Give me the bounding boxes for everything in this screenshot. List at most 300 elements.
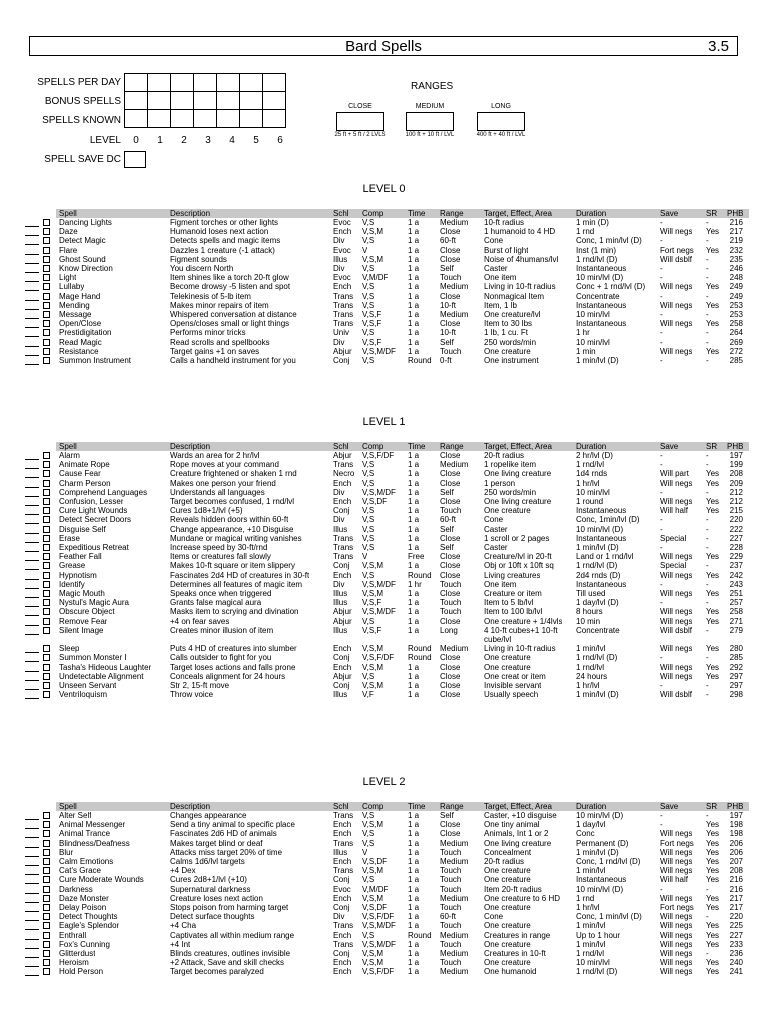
spell-row	[0, 617, 768, 626]
spell-target: Cone	[484, 515, 504, 525]
spell-row	[0, 607, 768, 616]
bonus-spells-cell[interactable]	[125, 92, 148, 110]
spell-checkbox[interactable]	[43, 664, 50, 671]
spell-school: Trans	[333, 866, 354, 876]
spell-time: 1 a	[408, 939, 420, 949]
spell-components: V,S,DF	[362, 903, 388, 912]
spell-range: Close	[440, 690, 461, 700]
spell-description: Target gains +1 on saves	[170, 346, 260, 356]
spell-save: Will negs	[660, 589, 693, 598]
spell-sr: Yes	[706, 967, 720, 977]
spell-checkbox[interactable]	[43, 830, 50, 837]
spell-school: Conj	[333, 949, 350, 958]
spell-range: Touch	[440, 903, 462, 912]
spell-name: Sleep	[59, 644, 80, 654]
spell-name: Undetectable Alignment	[59, 671, 144, 681]
spell-page: 215	[729, 506, 743, 516]
spells-per-day-cell[interactable]	[125, 74, 148, 92]
spell-range: Touch	[440, 847, 462, 857]
spell-duration: 1 round	[576, 497, 604, 506]
spell-time: 1 a	[408, 838, 420, 848]
spells-known-cell[interactable]	[194, 110, 217, 128]
spell-row	[0, 469, 768, 478]
spells-known-cell[interactable]	[263, 110, 286, 128]
spell-row	[0, 848, 768, 857]
spell-page: 236	[729, 949, 743, 958]
spell-checkbox[interactable]	[43, 876, 50, 883]
prepared-count-line[interactable]	[25, 975, 39, 976]
spell-save: Will negs	[660, 282, 693, 292]
spell-duration: Permanent (D)	[576, 838, 629, 848]
spell-time: 1 a	[408, 598, 420, 608]
spell-page: 271	[729, 616, 743, 626]
spell-duration: Instantaneous	[576, 300, 627, 310]
spell-sr: -	[706, 487, 709, 497]
spell-page: 212	[729, 487, 743, 497]
spell-time: 1 a	[408, 949, 420, 958]
spell-school: Trans	[333, 460, 354, 470]
spell-name: Daze Monster	[59, 893, 109, 903]
spell-time: Round	[408, 570, 432, 580]
spell-name: Obscure Object	[59, 607, 115, 617]
spell-checkbox[interactable]	[43, 950, 50, 957]
spell-range: Close	[440, 653, 461, 663]
spell-sr: -	[706, 218, 709, 227]
spell-page: 233	[729, 939, 743, 949]
spell-range: Self	[440, 264, 454, 273]
spell-page: 216	[729, 884, 743, 894]
spells-per-day-cell[interactable]	[171, 74, 194, 92]
spell-components: V,S	[362, 829, 375, 839]
spell-range: Close	[440, 829, 461, 839]
spell-time: 1 a	[408, 319, 420, 329]
spell-duration: 1 hr/lvl	[576, 903, 600, 912]
spell-name: Eagle's Splendor	[59, 921, 120, 931]
spell-target: 1 ropelike item	[484, 460, 537, 470]
spell-checkbox[interactable]	[43, 599, 50, 606]
spell-sr: Yes	[706, 866, 720, 876]
spell-checkbox[interactable]	[43, 627, 50, 634]
spell-page: 279	[729, 625, 743, 635]
spell-school: Ench	[333, 857, 352, 866]
spell-school: Ench	[333, 958, 352, 968]
spell-duration: 1 min/lvl (D)	[576, 356, 619, 365]
spell-name: Expeditious Retreat	[59, 543, 129, 552]
spell-checkbox[interactable]	[43, 895, 50, 902]
spells-per-day-cell[interactable]	[148, 74, 171, 92]
spells-per-day-cell[interactable]	[194, 74, 217, 92]
spell-save: Will dsblf	[660, 254, 693, 264]
spell-duration: Instantaneous	[576, 319, 627, 329]
column-header: Range	[440, 802, 464, 811]
spell-sr: Yes	[706, 319, 720, 329]
spell-row	[0, 338, 768, 347]
spell-duration: Conc, 1 min/lvl (D)	[576, 912, 642, 922]
spell-checkbox[interactable]	[43, 821, 50, 828]
spell-description: Conceals alignment for 24 hours	[170, 671, 286, 681]
spell-checkbox[interactable]	[43, 913, 50, 920]
bonus-spells-cell[interactable]	[148, 92, 171, 110]
spell-save: Will negs	[660, 552, 693, 562]
spell-checkbox[interactable]	[43, 858, 50, 865]
spell-checkbox[interactable]	[43, 339, 50, 346]
bonus-spells-cell[interactable]	[263, 92, 286, 110]
spell-name: Heroism	[59, 958, 89, 968]
spell-row	[0, 328, 768, 337]
spells-known-cell[interactable]	[240, 110, 263, 128]
spell-checkbox[interactable]	[43, 265, 50, 272]
spell-target: One living creature	[484, 838, 552, 848]
spell-components: V,S,F	[362, 598, 382, 608]
spell-range: Medium	[440, 838, 469, 848]
spell-checkbox[interactable]	[43, 452, 50, 459]
spell-range: 10-ft	[440, 328, 457, 338]
spell-school: Trans	[333, 811, 354, 820]
spell-checkbox[interactable]	[43, 590, 50, 597]
spell-checkbox[interactable]	[43, 562, 50, 569]
spell-school: Evoc	[333, 884, 351, 894]
spell-checkbox[interactable]	[43, 840, 50, 847]
spell-row	[0, 644, 768, 653]
spell-school: Ench	[333, 644, 352, 654]
spell-checkbox[interactable]	[43, 654, 50, 661]
spell-target: Item to 100 lb/lvl	[484, 607, 543, 617]
spell-target: One creature	[484, 939, 531, 949]
spell-duration: 1 min (D)	[576, 218, 609, 227]
spell-row	[0, 525, 768, 534]
spell-time: 1 a	[408, 681, 420, 690]
spell-school: Trans	[333, 921, 354, 931]
spell-components: V,S,DF	[362, 857, 388, 866]
spell-target: Living in 10-ft radius	[484, 282, 556, 292]
spell-range: Close	[440, 533, 461, 543]
spell-school: Trans	[333, 543, 354, 552]
bonus-spells-cell[interactable]	[240, 92, 263, 110]
spell-description: Changes appearance	[170, 811, 247, 820]
spell-checkbox[interactable]	[43, 608, 50, 615]
spell-target: Caster	[484, 264, 508, 273]
spell-target: 250 words/min	[484, 337, 537, 347]
spell-target: Item 20-ft radius	[484, 884, 542, 894]
spell-checkbox[interactable]	[43, 283, 50, 290]
spell-target: Creatures in range	[484, 930, 551, 940]
spell-save: Will negs	[660, 912, 693, 922]
spell-time: 1 a	[408, 607, 420, 617]
spell-time: 1 a	[408, 506, 420, 516]
spell-checkbox[interactable]	[43, 293, 50, 300]
spell-row	[0, 506, 768, 515]
spell-page: 220	[729, 912, 743, 922]
spell-school: Illus	[333, 847, 348, 857]
spell-sr: Yes	[706, 829, 720, 839]
spell-checkbox[interactable]	[43, 516, 50, 523]
spell-time: 1 a	[408, 811, 420, 820]
spell-checkbox[interactable]	[43, 357, 50, 364]
spell-row	[0, 255, 768, 264]
spell-checkbox[interactable]	[43, 618, 50, 625]
spell-save-dc-field[interactable]	[124, 151, 146, 168]
spell-description: Throw voice	[170, 690, 214, 700]
spell-description: +4 Dex	[170, 866, 196, 876]
spell-checkbox[interactable]	[43, 581, 50, 588]
spell-range: Self	[440, 487, 454, 497]
spells-known-cell[interactable]	[125, 110, 148, 128]
prepared-count-line[interactable]	[25, 364, 39, 365]
prepared-count-line[interactable]	[25, 698, 39, 699]
column-header: Schl	[333, 209, 349, 218]
column-header: Duration	[576, 209, 607, 218]
spell-save: -	[660, 236, 663, 246]
level-number: 2	[181, 135, 187, 146]
spell-duration: Up to 1 hour	[576, 930, 621, 940]
column-header: Description	[170, 802, 211, 811]
spell-save: Will negs	[660, 949, 693, 958]
spell-duration: Concentrate	[576, 291, 620, 301]
bonus-spells-cell[interactable]	[171, 92, 194, 110]
spell-range: Medium	[440, 282, 469, 292]
spell-row	[0, 310, 768, 319]
spell-save: -	[660, 524, 663, 534]
spell-target: One creature	[484, 346, 531, 356]
spell-checkbox[interactable]	[43, 480, 50, 487]
spell-checkbox[interactable]	[43, 498, 50, 505]
column-header: Range	[440, 209, 464, 218]
range-name: MEDIUM	[415, 103, 445, 110]
spell-components: V,S	[362, 328, 375, 338]
spell-duration: 2d4 rnds (D)	[576, 570, 621, 580]
spell-save: Will negs	[660, 930, 693, 940]
spell-duration: 1 rnd/lvl	[576, 662, 605, 672]
spell-description: Humanoid loses next action	[170, 227, 269, 237]
spell-row	[0, 625, 768, 644]
spell-school: Div	[333, 579, 345, 589]
spells-known-cell[interactable]	[148, 110, 171, 128]
spell-school: Univ	[333, 328, 350, 338]
spell-page: 229	[729, 552, 743, 562]
spell-row	[0, 829, 768, 838]
spell-checkbox[interactable]	[43, 932, 50, 939]
spell-description: Calms 1d6/lvl targets	[170, 857, 245, 866]
spell-checkbox[interactable]	[43, 526, 50, 533]
spell-checkbox[interactable]	[43, 489, 50, 496]
spell-checkbox[interactable]	[43, 544, 50, 551]
spells-per-day-cell[interactable]	[217, 74, 240, 92]
spell-target: One creature	[484, 506, 531, 516]
spell-row	[0, 875, 768, 884]
spell-name: Delay Poison	[59, 903, 107, 912]
spell-checkbox[interactable]	[43, 256, 50, 263]
spell-time: 1 a	[408, 460, 420, 470]
spell-checkbox[interactable]	[43, 348, 50, 355]
spell-school: Illus	[333, 625, 348, 635]
spell-time: 1 a	[408, 616, 420, 626]
spell-time: 1 a	[408, 451, 420, 460]
spell-name: Resistance	[59, 346, 99, 356]
spell-page: 243	[729, 579, 743, 589]
spell-time: 1 a	[408, 328, 420, 338]
spell-sr: Yes	[706, 616, 720, 626]
spell-save: Special	[660, 533, 687, 543]
spell-page: 258	[729, 319, 743, 329]
spell-checkbox[interactable]	[43, 219, 50, 226]
spell-school: Illus	[333, 598, 348, 608]
spell-target: Animals, Int 1 or 2	[484, 829, 549, 839]
spell-save: Will negs	[660, 866, 693, 876]
spell-name: Remove Fear	[59, 616, 108, 626]
spell-checkbox[interactable]	[43, 274, 50, 281]
spell-row	[0, 301, 768, 310]
spell-name: Silent Image	[59, 625, 104, 635]
spell-checkbox[interactable]	[43, 682, 50, 689]
spell-duration: Till used	[576, 589, 606, 598]
spell-sr: -	[706, 579, 709, 589]
spell-name: Hold Person	[59, 967, 104, 977]
spell-checkbox[interactable]	[43, 535, 50, 542]
spell-save: -	[660, 310, 663, 319]
level-number: 4	[229, 135, 235, 146]
spell-duration: 1 min/lvl	[576, 921, 606, 931]
spell-checkbox[interactable]	[43, 553, 50, 560]
spell-checkbox[interactable]	[43, 941, 50, 948]
spells-known-cell[interactable]	[171, 110, 194, 128]
spell-range: Medium	[440, 967, 469, 977]
spell-time: 1 a	[408, 958, 420, 968]
spell-checkbox[interactable]	[43, 959, 50, 966]
spell-components: V,S	[362, 282, 375, 292]
spell-name: Flare	[59, 245, 78, 255]
spell-range: 10-ft	[440, 300, 457, 310]
spell-target: 1 humanoid to 4 HD	[484, 227, 556, 237]
spell-school: Trans	[333, 939, 354, 949]
spell-duration: 10 min	[576, 616, 601, 626]
spell-description: Read scrolls and spellbooks	[170, 337, 270, 347]
section-title: LEVEL 0	[362, 183, 406, 195]
spell-time: 1 a	[408, 497, 420, 506]
spell-time: 1 a	[408, 662, 420, 672]
spell-range: Touch	[440, 884, 462, 894]
spell-name: Message	[59, 310, 92, 319]
spell-components: V,S,F	[362, 337, 382, 347]
spell-checkbox[interactable]	[43, 237, 50, 244]
spell-sr: -	[706, 460, 709, 470]
spell-checkbox[interactable]	[43, 572, 50, 579]
spell-row	[0, 479, 768, 488]
spell-checkbox[interactable]	[43, 849, 50, 856]
spell-school: Ench	[333, 829, 352, 839]
spell-range: Close	[440, 497, 461, 506]
column-header: Time	[408, 802, 426, 811]
bonus-spells-cell[interactable]	[217, 92, 240, 110]
spell-checkbox[interactable]	[43, 904, 50, 911]
spell-page: 249	[729, 291, 743, 301]
spell-checkbox[interactable]	[43, 968, 50, 975]
spells-known-cell[interactable]	[217, 110, 240, 128]
column-header: Duration	[576, 442, 607, 451]
spell-checkbox[interactable]	[43, 311, 50, 318]
spell-duration: 10 min/lvl	[576, 958, 610, 968]
spell-checkbox[interactable]	[43, 673, 50, 680]
spell-name: Prestidigitation	[59, 328, 112, 338]
spell-target: Caster	[484, 543, 508, 552]
spell-save: Will half	[660, 875, 689, 885]
range-box[interactable]	[406, 112, 454, 131]
spells-per-day-cell[interactable]	[240, 74, 263, 92]
title-bar	[29, 36, 738, 56]
spell-page: 253	[729, 300, 743, 310]
spell-components: V,S,M	[362, 227, 384, 237]
spell-checkbox[interactable]	[43, 922, 50, 929]
spell-checkbox[interactable]	[43, 691, 50, 698]
spell-time: 1 a	[408, 346, 420, 356]
spell-checkbox[interactable]	[43, 867, 50, 874]
spell-sr: Yes	[706, 245, 720, 255]
spell-sr: Yes	[706, 644, 720, 654]
spell-name: Cure Moderate Wounds	[59, 875, 144, 885]
spell-sr: Yes	[706, 552, 720, 562]
spell-target: One living creature	[484, 497, 552, 506]
spell-sr: Yes	[706, 903, 720, 912]
spell-description: Str 2, 15-ft move	[170, 681, 230, 690]
spell-checkbox[interactable]	[43, 886, 50, 893]
spell-duration: 10 min/lvl (D)	[576, 884, 624, 894]
spell-components: V,S	[362, 838, 375, 848]
spell-page: 257	[729, 598, 743, 608]
spell-name: Glitterdust	[59, 949, 96, 958]
spell-sr: Yes	[706, 282, 720, 292]
column-header: Duration	[576, 802, 607, 811]
spell-target: One humanoid	[484, 967, 537, 977]
range-box[interactable]	[477, 112, 525, 131]
spell-row	[0, 921, 768, 930]
spell-description: Masks item to scrying and divination	[170, 607, 299, 617]
spell-description: Creature frightened or shaken 1 rnd	[170, 469, 297, 479]
spell-components: V,S,M/DF	[362, 487, 396, 497]
spell-target: Noise of 4humans/lvl	[484, 254, 559, 264]
spell-school: Div	[333, 337, 345, 347]
spell-duration: 1 rnd/lvl	[576, 949, 605, 958]
spell-checkbox[interactable]	[43, 329, 50, 336]
spell-duration: 1 hr	[576, 328, 590, 338]
spell-school: Illus	[333, 524, 348, 534]
spell-time: 1 a	[408, 310, 420, 319]
spell-page: 219	[729, 236, 743, 246]
spell-sr: -	[706, 328, 709, 338]
spell-checkbox[interactable]	[43, 461, 50, 468]
spell-checkbox[interactable]	[43, 302, 50, 309]
spell-checkbox[interactable]	[43, 812, 50, 819]
spell-checkbox[interactable]	[43, 507, 50, 514]
spell-duration: Inst (1 min)	[576, 245, 617, 255]
spell-row	[0, 347, 768, 356]
spell-page: 235	[729, 254, 743, 264]
spell-page: 206	[729, 847, 743, 857]
spells-per-day-cell[interactable]	[263, 74, 286, 92]
spell-save: Will negs	[660, 497, 693, 506]
spell-time: 1 a	[408, 524, 420, 534]
spell-checkbox[interactable]	[43, 470, 50, 477]
spell-checkbox[interactable]	[43, 247, 50, 254]
spell-school: Illus	[333, 589, 348, 598]
prepared-count-line[interactable]	[25, 634, 39, 635]
spell-checkbox[interactable]	[43, 320, 50, 327]
spell-checkbox[interactable]	[43, 645, 50, 652]
spell-description: Send a tiny animal to specific place	[170, 820, 295, 830]
range-box[interactable]	[336, 112, 384, 131]
spell-time: Free	[408, 552, 425, 562]
spell-sr: Yes	[706, 589, 720, 598]
bonus-spells-cell[interactable]	[194, 92, 217, 110]
spell-checkbox[interactable]	[43, 228, 50, 235]
